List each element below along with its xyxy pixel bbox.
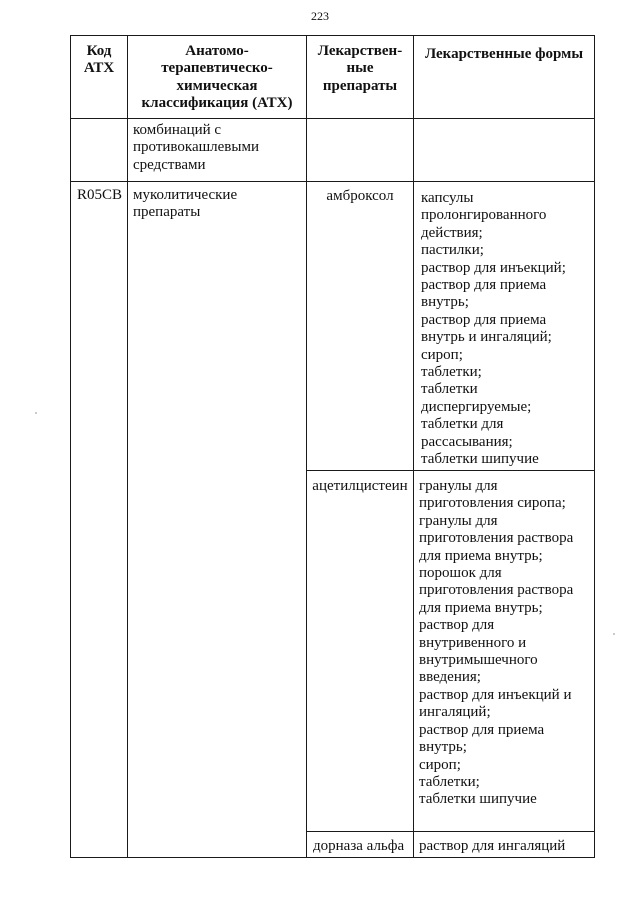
drug-acetylcysteine: ацетилцистеин [312, 478, 408, 494]
forms-dornase-alfa: раствор для ингаляций [419, 838, 566, 854]
scan-speck [613, 633, 615, 635]
forms-ambroxol: капсулы пролонгированного действия; пастилки; раствор для инъекций; раствор для приема внутрь; раствор для приема внутрь и ингаляций; сироп; таблетки; таблетки диспергируемые; таблетки для рассасывания; таблетки шипучие [421, 190, 566, 468]
header-drugs: Лекарствен- ные препараты [317, 43, 403, 94]
header-forms: Лекарственные формы [424, 46, 584, 62]
r05cb-classification: муколитические препараты [133, 187, 238, 221]
header-code: Код АТХ [83, 43, 115, 77]
scan-speck [35, 412, 37, 414]
drug-dornase-alfa: дорназа альфа [313, 838, 405, 854]
drug-ambroxol: амброксол [326, 188, 394, 204]
header-classification: Анатомо- терапевтическо- химическая классификация (АТХ) [141, 43, 293, 112]
page-number: 223 [311, 9, 329, 23]
forms-acetylcysteine: гранулы для приготовления сиропа; гранулы для приготовления раствора для приема внутрь; порошок для приготовления раствора для приема внутрь; раствор для внутривенного и внутримышечного введения; раствор для инъекций и ингаляций; раствор для приема внутрь; сироп; таблетки; таблетки шипучие [419, 478, 574, 808]
atc-code: R05CB [76, 187, 122, 203]
continuation-classification: комбинаций с противокашлевыми средствами [133, 122, 259, 173]
